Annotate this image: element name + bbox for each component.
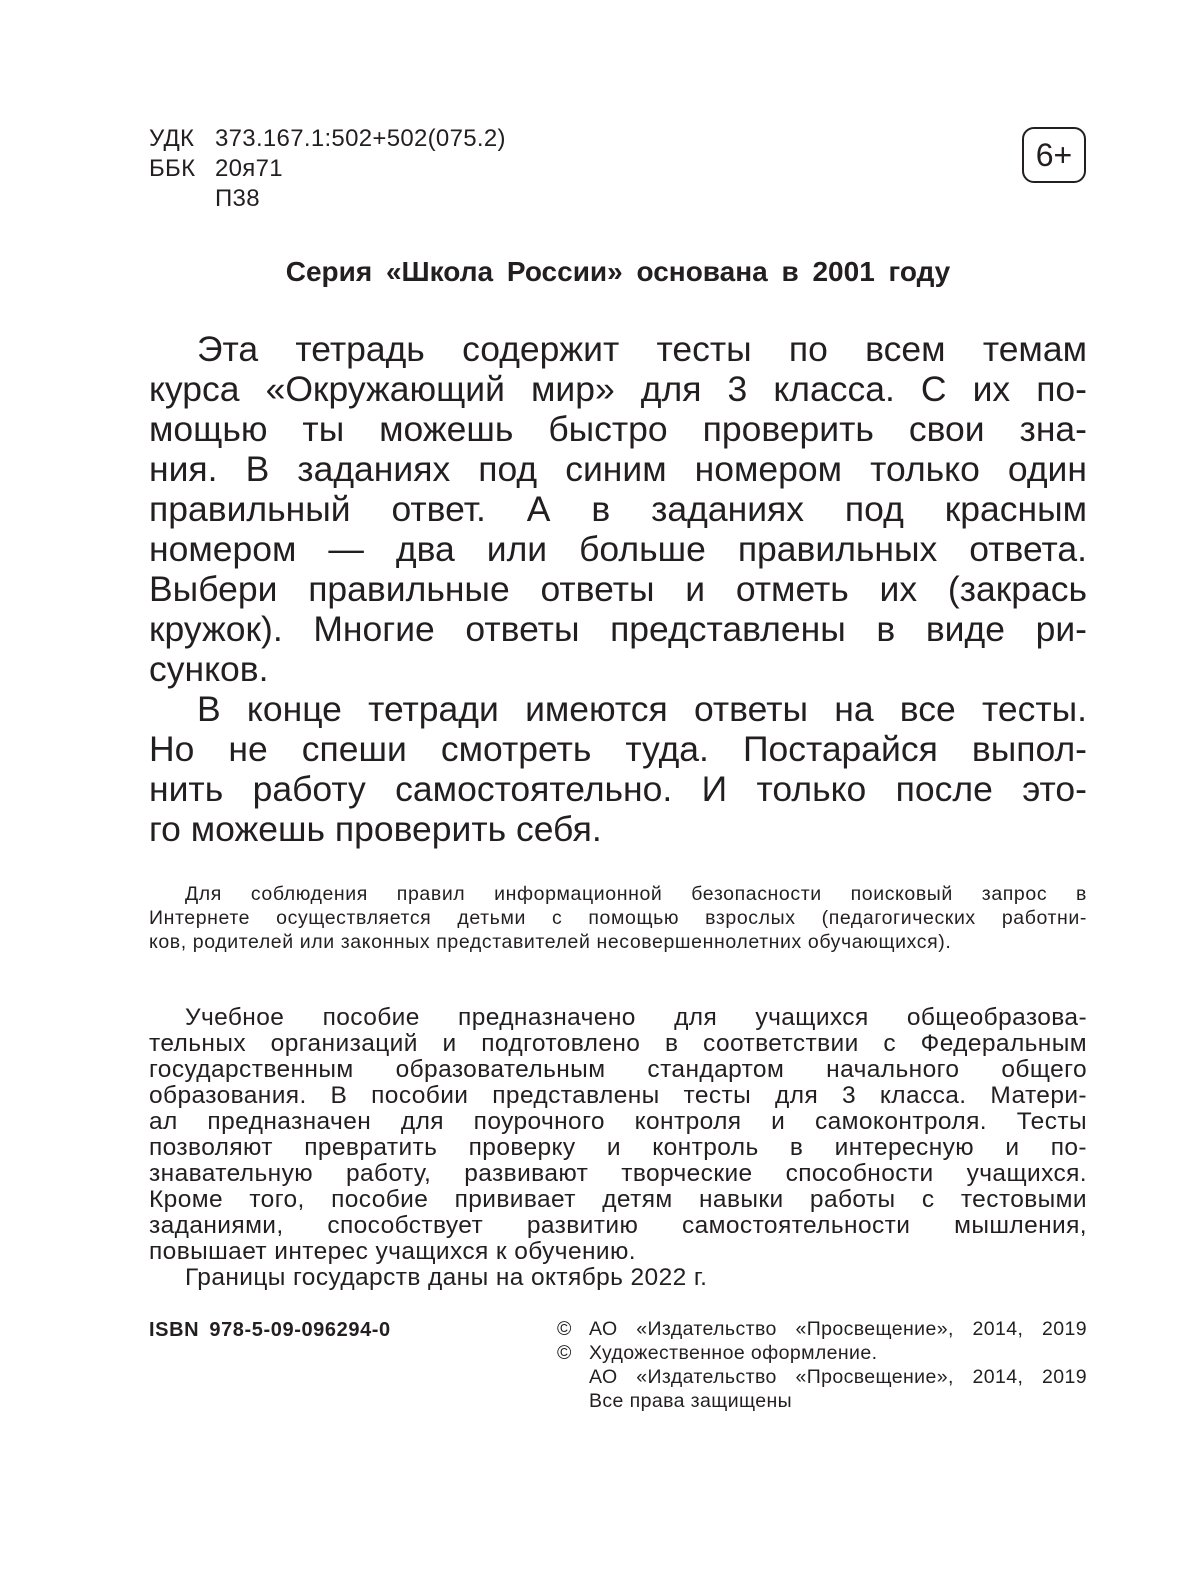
author-mark-row — [149, 184, 506, 214]
main-text-line: ния. В заданиях под синим номером только один — [149, 449, 1087, 489]
isbn: ISBN 978-5-09-096294-0 — [149, 1319, 391, 1341]
copyright-line: АО «Издательство «Просвещение», 2014, 2019 — [589, 1366, 1087, 1388]
main-text-line: правильный ответ. А в заданиях под красным — [149, 489, 1087, 529]
notice-line: ков, родителей или законных представителей несовершеннолетних обучающихся). — [149, 931, 952, 953]
about-line: тельных организаций и подготовлено в соответствии с Федеральным — [149, 1030, 1087, 1057]
notice-line: Интернете осуществляется детьми с помощью взрослых (педагогических работни- — [149, 907, 1087, 929]
copyright-row — [557, 1317, 1087, 1341]
udk-value: 373.167.1:502+502(075.2) — [215, 125, 506, 152]
catalog-info — [149, 124, 506, 214]
main-text-line: Но не спеши смотреть туда. Постарайся выпол- — [149, 729, 1087, 769]
rights-reserved: Все права защищены — [589, 1390, 793, 1412]
bbk-value: 20я71 — [215, 155, 283, 182]
bbk-row — [149, 154, 506, 184]
bbk-label: ББК — [149, 155, 196, 182]
main-text-line: В конце тетради имеются ответы на все тесты. — [197, 689, 1087, 729]
main-text-line: Эта тетрадь содержит тесты по всем темам — [197, 329, 1087, 369]
main-text-line: нить работу самостоятельно. И только после это- — [149, 769, 1087, 809]
copyright-block — [557, 1317, 1087, 1413]
about-line: государственным образовательным стандартом начального общего — [149, 1056, 1087, 1083]
main-text-line: сунков. — [149, 649, 269, 689]
copyright-line: АО «Издательство «Просвещение», 2014, 2019 — [589, 1318, 1087, 1340]
about-text — [149, 1005, 1087, 1291]
main-text-line: Выбери правильные ответы и отметь их (закрась — [149, 569, 1087, 609]
about-line: заданиями, способствует развитию самостоятельности мышления, — [149, 1212, 1087, 1239]
about-line: Учебное пособие предназначено для учащихся общеобразова- — [185, 1004, 1087, 1031]
main-text-line: го можешь проверить себя. — [149, 809, 602, 849]
copyright-symbol: © — [557, 1318, 572, 1340]
about-line: позволяют превратить проверку и контроль в интересную и по- — [149, 1134, 1087, 1161]
main-text-line: номером — два или больше правильных ответа. — [149, 529, 1087, 569]
main-text-line: курса «Окружающий мир» для 3 класса. С их по- — [149, 369, 1087, 409]
copyright-line: Художественное оформление. — [589, 1342, 878, 1364]
notice-line: Для соблюдения правил информационной безопасности поисковый запрос в — [185, 883, 1087, 905]
copyright-row — [557, 1365, 1087, 1389]
main-text-line: мощью ты можешь быстро проверить свои зна- — [149, 409, 1087, 449]
about-line: знавательную работу, развивают творческие способности учащихся. — [149, 1160, 1087, 1187]
about-line: Границы государств даны на октябрь 2022 г. — [185, 1264, 708, 1291]
main-text-line: кружок). Многие ответы представлены в виде ри- — [149, 609, 1087, 649]
age-rating-badge: 6+ — [1022, 127, 1086, 183]
series-heading: Серия «Школа России» основана в 2001 году — [285, 256, 951, 287]
copyright-row — [557, 1341, 1087, 1365]
author-mark: П38 — [215, 185, 260, 212]
udk-label: УДК — [149, 125, 195, 152]
safety-notice — [149, 882, 1087, 954]
udk-row — [149, 124, 506, 154]
about-line: образования. В пособии представлены тесты для 3 класса. Матери- — [149, 1082, 1087, 1109]
about-line: Кроме того, пособие прививает детям навыки работы с тестовыми — [149, 1186, 1087, 1213]
about-line: ал предназначен для поурочного контроля и самоконтроля. Тесты — [149, 1108, 1087, 1135]
copyright-symbol: © — [557, 1342, 572, 1364]
main-text — [149, 329, 1087, 849]
about-line: повышает интерес учащихся к обучению. — [149, 1238, 636, 1265]
copyright-row — [557, 1389, 1087, 1413]
